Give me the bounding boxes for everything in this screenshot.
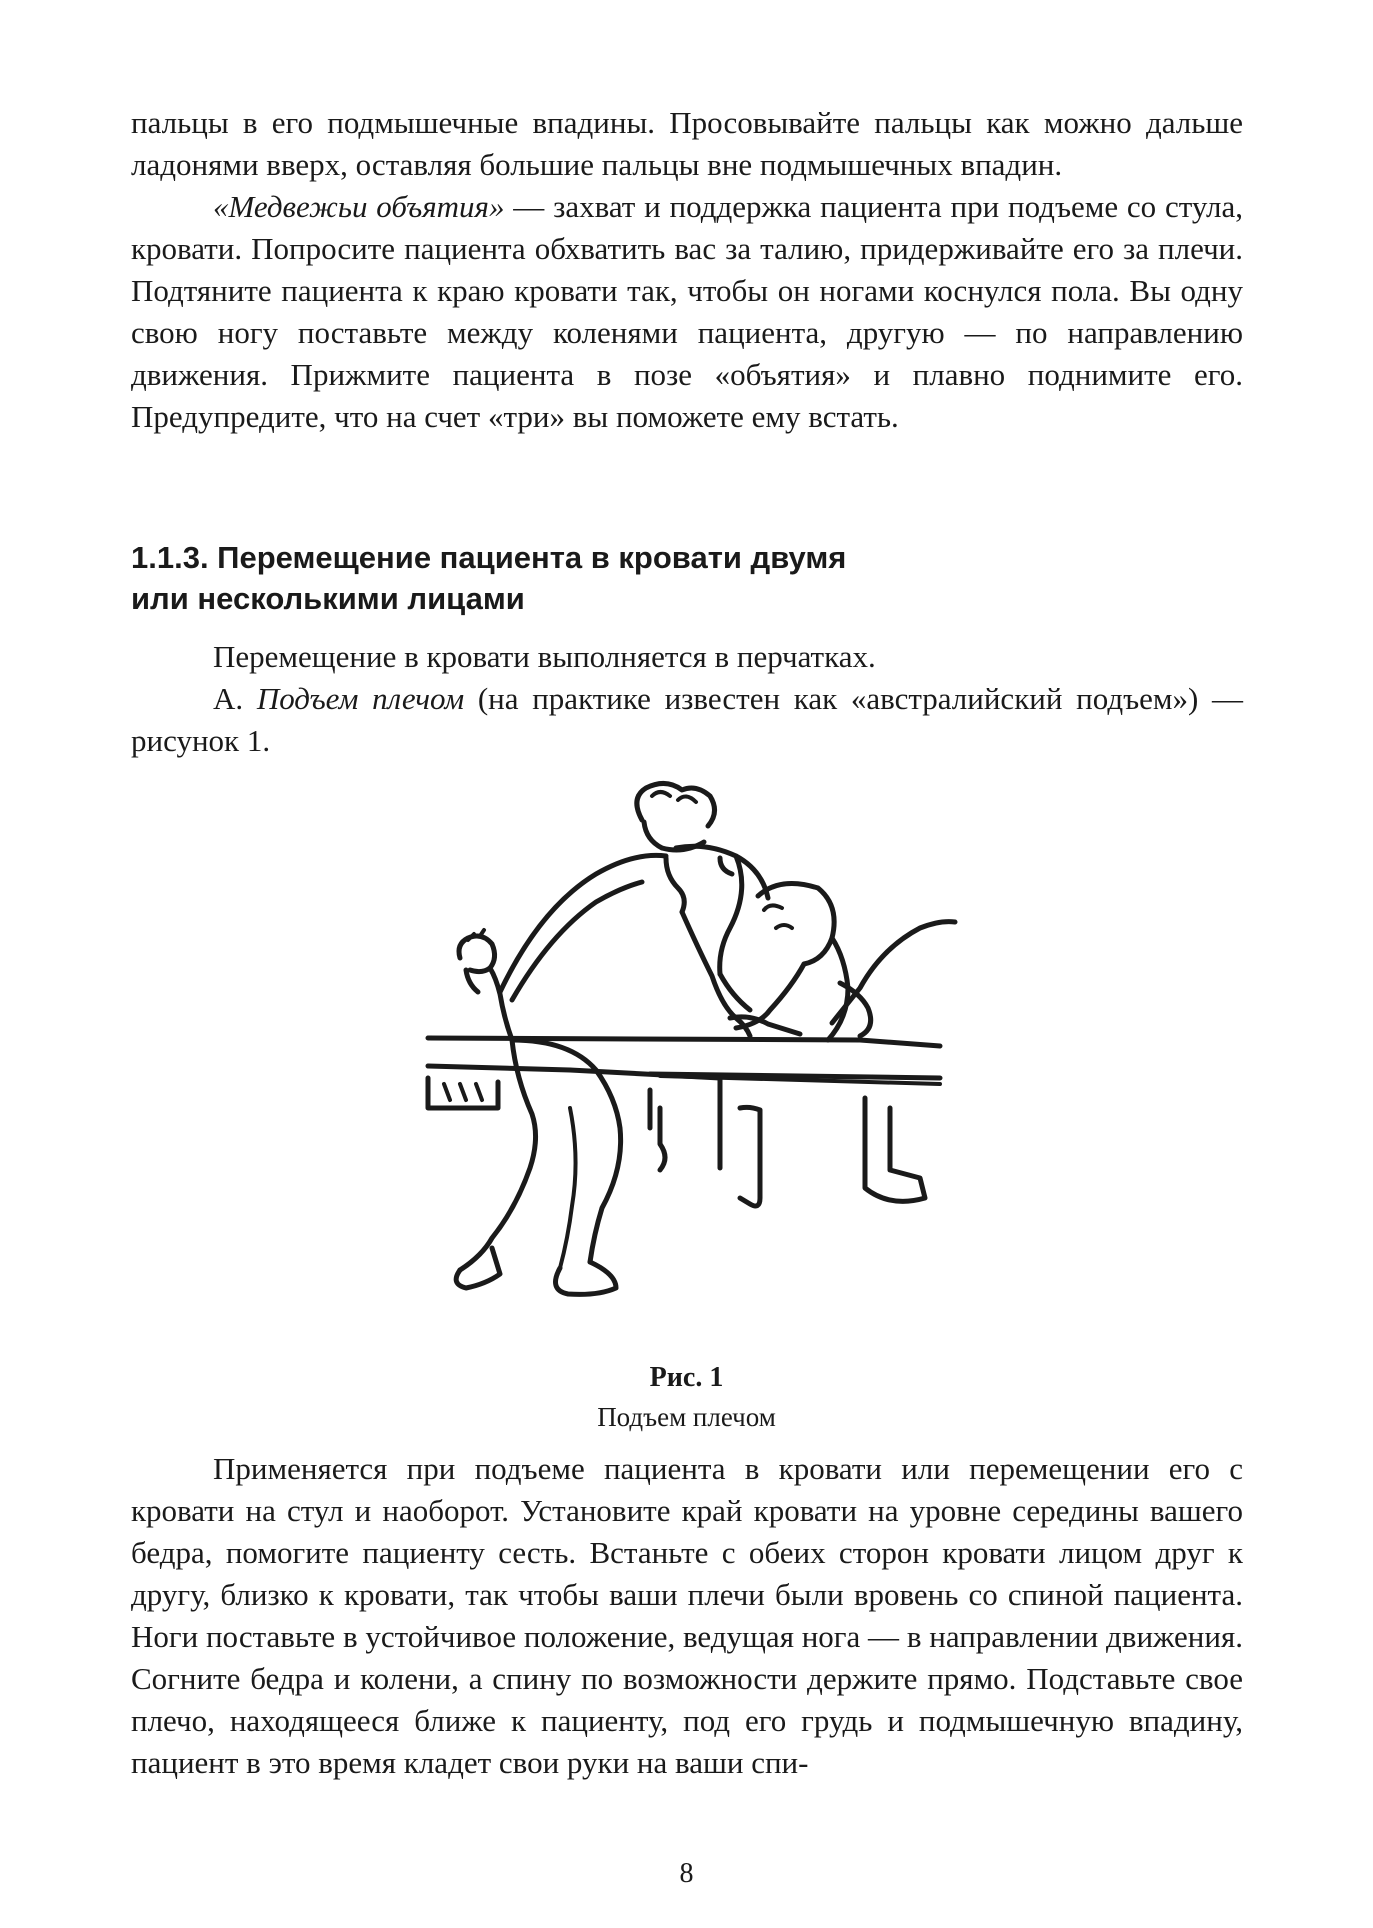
patient-figure: [730, 884, 955, 1041]
shoulder-lift-note: (на практике известен как «австралийский подъем») — рисунок 1.: [131, 681, 1244, 758]
top-text-block: [131, 102, 1243, 438]
bottom-text-block: [131, 1448, 1243, 1784]
bed-drawing: [428, 1038, 940, 1206]
page-number: 8: [679, 1858, 694, 1889]
figure-label: Рис. 1: [649, 1362, 724, 1393]
heading-line-1: 1.1.3. Перемещение пациента в кровати двумя: [131, 540, 847, 575]
heading-line-2: или несколькими лицами: [131, 581, 525, 616]
paragraph-armpit-grip: пальцы в его подмышечные впадины. Просовывайте пальцы как можно дальше ладонями вверх, оставляя большие пальцы вне подмышечных впадин.: [131, 105, 1243, 182]
section-intro-block: [131, 636, 1243, 762]
bear-hug-description: — захват и поддержка пациента при подъеме со стула, кровати. Попросите пациента обхватить вас за талию, придерживайте его за плечи. Подтяните пациента к краю кровати так, чтобы он ногами коснулся пола. Вы одну свою ногу поставьте между коленями пациента, другую — по направлению движения. Прижмите пациента в позе «объятия» и плавно поднимите его. Предупредите, что на счет «три» вы поможете ему встать.: [131, 189, 1244, 434]
paragraph-bear-hug: [131, 186, 1243, 438]
section-heading: [131, 537, 1243, 619]
figure-1: [420, 778, 960, 1338]
figure-caption: Подъем плечом: [597, 1402, 776, 1432]
term-bear-hug: «Медвежьи объятия»: [213, 189, 505, 224]
item-letter: А.: [213, 681, 257, 716]
shoulder-lift-illustration: [420, 778, 960, 1338]
term-shoulder-lift: Подъем плечом: [256, 681, 465, 716]
paragraph-shoulder-lift: [131, 678, 1243, 762]
paragraph-application: Применяется при подъеме пациента в кровати или перемещении его с кровати на стул и наоборот. Установите край кровати на уровне середины вашего бедра, помогите пациенту сесть. Встаньте с обеих сторон кровати лицом друг к другу, близко к кровати, так чтобы ваши плечи были вровень со спиной пациента. Ноги поставьте в устойчивое положение, ведущая нога — в направлении движения. Согните бедра и колени, а спину по возможности держите прямо. Подставьте свое плечо, находящееся ближе к пациенту, под его грудь и подмышечную впадину, пациент в это время кладет свои руки на ваши спи-: [131, 1451, 1243, 1780]
far-nurse-figure: [637, 783, 768, 1036]
paragraph-gloves: Перемещение в кровати выполняется в перчатках.: [213, 639, 876, 674]
